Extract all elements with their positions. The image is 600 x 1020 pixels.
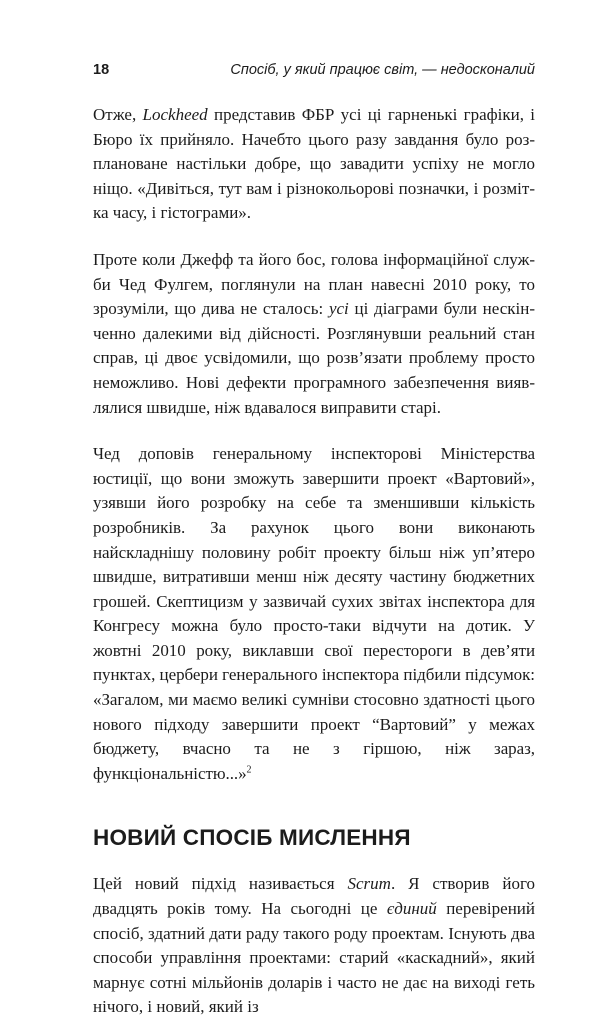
text-run: Цей новий підхід називається: [93, 874, 348, 894]
paragraph-3: [93, 442, 535, 786]
text-run: Чед доповів генеральному інспекторові Міністерства юстиції, що вони зможуть завершити проект «Вартовий», узявши його розробку на себе та зменшивши кількість розробників. За рахунок цього вони виконають найскладнішу половину робіт проекту більш ніж уп’ятеро швидше, витративши менш ніж десяту частину бюджетних грошей. Скептицизм у зазвичай сухих звітах інспектора для Конгресу можна було просто-таки відчути на дотик. У жовтні 2010 року, виклавши свої перестороги в дев’яти пунктах, цербери генерального інспектора підбили підсумок: «Загалом, ми маємо великі сумніви стосовно здатності цього нового підходу завершити проект “Вартовий” у межах бюджету, вчасно та не з гіршою, ніж зараз, функціональністю...»: [93, 444, 535, 783]
paragraph-1: [93, 103, 535, 226]
text-run: перевірений спосіб, здатний дати раду такого роду проектам. Існують два способи управління проектами: старий «каскадний», який марнує сотні мільйонів доларів і часто не дає на виході геть нічого, і новий, який із: [93, 899, 535, 1017]
emphasis-text: Lockheed: [142, 105, 208, 124]
paragraph-2: [93, 248, 535, 420]
running-title: Спосіб, у який працює світ, — недосконалий: [230, 62, 535, 78]
emphasis-text: Scrum: [347, 874, 391, 894]
section-paragraph: [93, 872, 535, 1020]
section-heading: НОВИЙ СПОСІБ МИСЛЕННЯ: [93, 825, 411, 851]
text-run: ці діаграми були нескінченно далекими від дійсності. Розглянувши реальний стан справ, ці двоє усвідомили, що розв’язати проблему просто неможливо. Нові дефекти програмного забезпечення виявлялися швидше, ніж вдавалося виправити старі.: [93, 299, 536, 417]
text-run: Проте коли Джефф та його бос, голова інформаційної служби Чед Фулгем, поглянули на план навесні 2010 року, то зрозуміли, що дива не сталось:: [93, 249, 535, 319]
page-header: [93, 62, 535, 78]
page-number: 18: [93, 62, 110, 78]
emphasis-text: усі: [328, 299, 349, 319]
emphasis-text: єдиний: [386, 899, 437, 919]
text-run: . Я створив його двадцять років тому. На сьогодні це: [93, 874, 535, 919]
footnote-ref: 2: [246, 764, 252, 776]
text-run: представив ФБР усі ці гарненькі графіки, і Бюро їх прийняло. Начебто цього разу завдання було розплановане настільки добре, що завадити успіху не могло ніщо. «Дивіться, тут вам і різнокольорові позначки, і розмітка часу, і гістограми».: [93, 105, 536, 223]
text-run: Отже,: [93, 105, 143, 124]
page-body: [93, 103, 535, 1020]
